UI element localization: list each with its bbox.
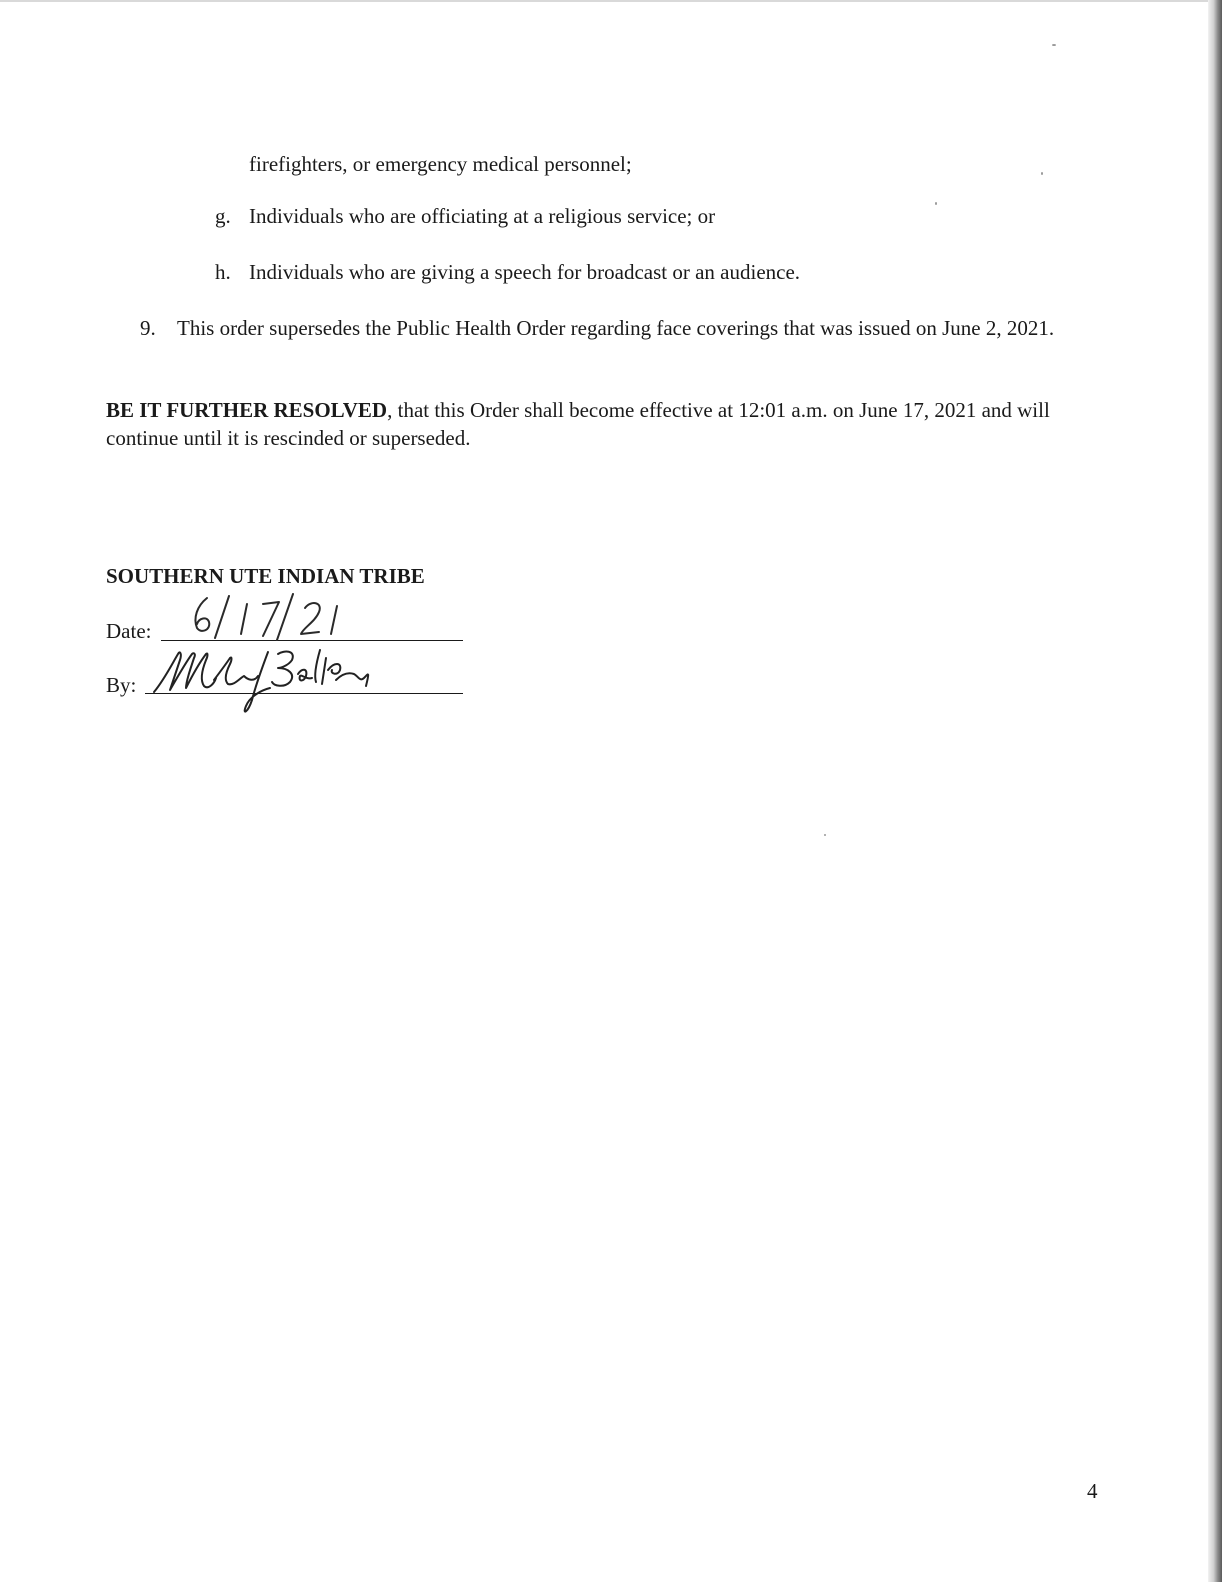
scan-speck — [935, 202, 937, 205]
resolution-text: , that this Order shall become effective at 12:01 a.m. on June 17, 2021 and will continue until it is rescinded or superseded. — [106, 398, 1050, 450]
resolution-paragraph — [106, 396, 1111, 452]
scan-speck — [1052, 44, 1056, 46]
organization-heading: SOUTHERN UTE INDIAN TRIBE — [106, 564, 425, 588]
date-label: Date: — [106, 619, 152, 643]
list-item-g — [215, 202, 715, 230]
scan-edge-top — [0, 0, 1208, 2]
numbered-item-text: This order supersedes the Public Health Order regarding face coverings that was issued on June 2, 2021. — [177, 316, 1055, 340]
scan-edge-right — [1208, 0, 1222, 1582]
list-marker-h: h. — [215, 260, 231, 284]
signature-image — [150, 640, 380, 720]
list-text-h: Individuals who are giving a speech for broadcast or an audience. — [249, 260, 801, 284]
continuation-line: firefighters, or emergency medical personnel; — [249, 152, 632, 176]
numbered-marker: 9. — [140, 316, 156, 340]
page-number: 4 — [1087, 1479, 1098, 1503]
scan-speck — [824, 834, 826, 836]
handwritten-date — [185, 592, 355, 644]
scan-speck — [1041, 172, 1043, 175]
list-text-g: Individuals who are officiating at a religious service; or — [249, 204, 716, 228]
resolution-bold-lead: BE IT FURTHER RESOLVED — [106, 398, 388, 422]
list-marker-g: g. — [215, 204, 231, 228]
list-item-h — [215, 258, 800, 286]
by-label: By: — [106, 673, 137, 697]
